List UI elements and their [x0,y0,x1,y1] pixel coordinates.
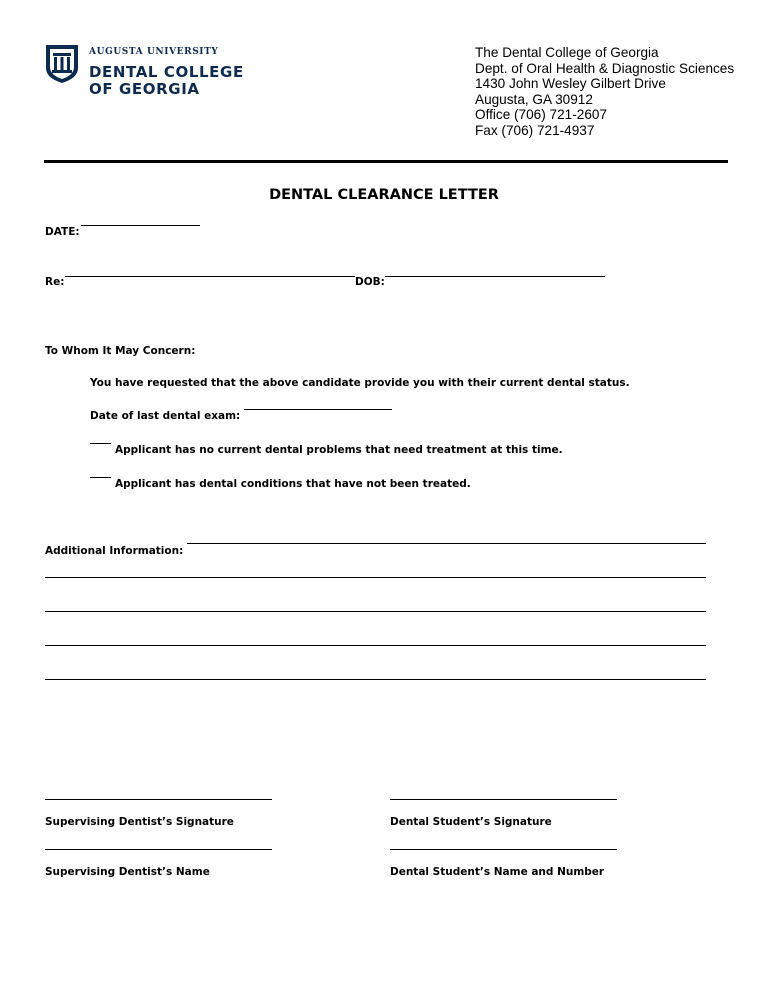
shield-icon [44,44,80,84]
header-divider [44,160,728,163]
additional-info-line[interactable] [45,679,706,680]
logo-college-line1: DENTAL COLLEGE [89,63,244,81]
intro-text: You have requested that the above candidate provide you with their current dental status. [90,377,630,389]
logo-college-line2: OF GEORGIA [89,80,200,98]
additional-info-line[interactable] [45,577,706,578]
additional-info-field[interactable] [187,543,706,544]
re-field[interactable] [65,276,355,277]
supervising-signature-label: Supervising Dentist’s Signature [45,816,234,828]
student-signature-line[interactable] [390,799,617,800]
dob-label: DOB: [355,276,385,288]
additional-info-line[interactable] [45,611,706,612]
student-signature-label: Dental Student’s Signature [390,816,552,828]
fax-line: Fax (706) 721-4937 [475,122,595,138]
re-label: Re: [45,276,65,288]
dob-field[interactable] [385,276,605,277]
supervising-signature-line[interactable] [45,799,272,800]
option1-label: Applicant has no current dental problems that need treatment at this time. [115,444,563,456]
address-line: Dept. of Oral Health & Diagnostic Sciences [475,60,735,76]
address-line: 1430 John Wesley Gilbert Drive [475,76,666,91]
date-label: DATE: [45,226,80,238]
option1-checkbox[interactable] [90,443,111,444]
college-logo [44,44,274,104]
page-title: DENTAL CLEARANCE LETTER [269,187,499,203]
student-name-label: Dental Student’s Name and Number [390,866,605,878]
option2-label: Applicant has dental conditions that have not been treated. [115,478,471,490]
address-line: Augusta, GA 30912 [475,91,593,107]
supervising-name-label: Supervising Dentist’s Name [45,866,210,878]
additional-info-line[interactable] [45,645,706,646]
address-line: The Dental College of Georgia [475,45,659,60]
date-field[interactable] [81,225,200,226]
logo-university-name: AUGUSTA UNIVERSITY [89,47,219,57]
exam-date-label: Date of last dental exam: [90,410,241,422]
address-block [475,45,734,138]
supervising-name-line[interactable] [45,849,272,850]
salutation: To Whom It May Concern: [45,345,196,357]
exam-date-field[interactable] [244,409,392,410]
option2-checkbox[interactable] [90,477,111,478]
phone-line: Office (706) 721-2607 [475,107,607,122]
student-name-line[interactable] [390,849,617,850]
additional-info-label: Additional Information: [45,545,184,557]
